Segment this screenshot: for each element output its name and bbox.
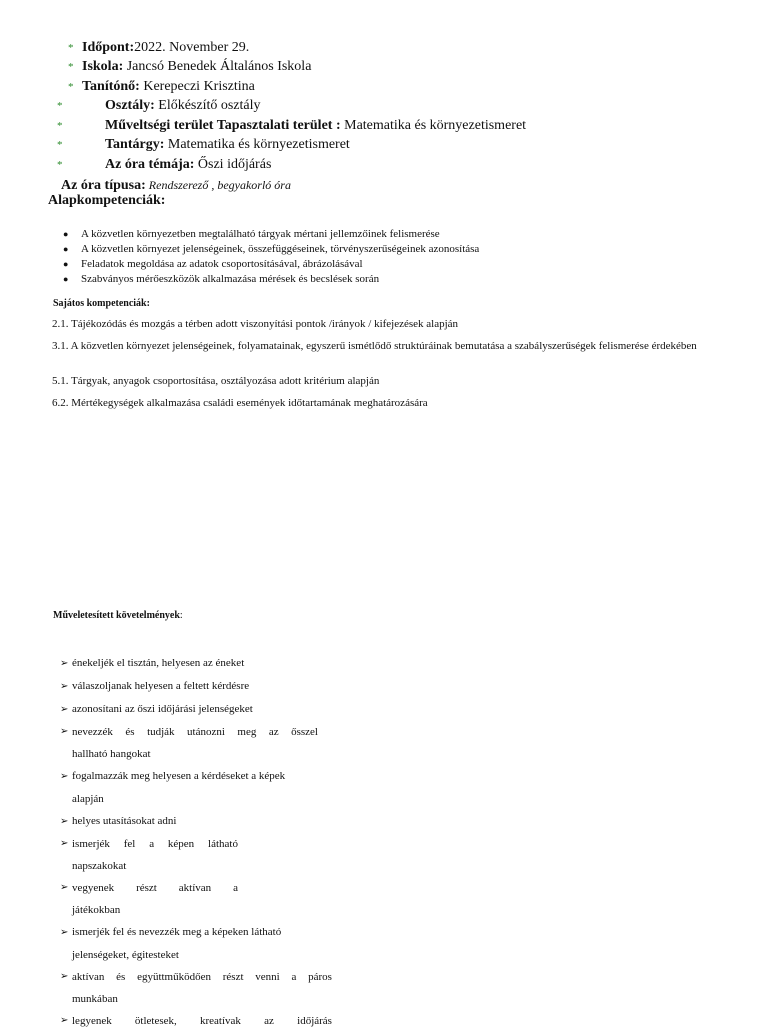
word: ötletesek, <box>134 1015 177 1027</box>
bullet-dot-icon: ● <box>63 259 69 269</box>
arrow-bullet-icon: ➢ <box>60 838 69 849</box>
word: kreatívak <box>200 1015 241 1027</box>
muvel-title-line <box>53 610 183 621</box>
tipus-label: Az óra típusa: <box>61 178 146 193</box>
arrow-bullet-icon: ➢ <box>60 681 69 692</box>
list-item <box>63 272 479 287</box>
star-bullet-icon: * <box>68 61 74 73</box>
word: a <box>233 882 238 894</box>
list-item <box>60 652 332 675</box>
muveltseg-label: Műveltségi terület Tapasztalati terület : <box>105 118 341 133</box>
arrow-bullet-icon: ➢ <box>60 816 69 827</box>
list-item <box>60 1010 332 1032</box>
word: fel <box>123 838 136 850</box>
word: időjárás <box>297 1015 332 1027</box>
word: ősszel <box>291 726 318 738</box>
star-bullet-icon: * <box>68 42 74 54</box>
header-line-osztaly <box>57 98 261 114</box>
star-bullet-icon: * <box>68 81 74 93</box>
word: vegyenek <box>72 882 115 894</box>
word: együttműködően <box>137 971 211 983</box>
arrow-bullet-icon: ➢ <box>60 658 69 669</box>
tantargy-value: Matematika és környezetismeret <box>164 137 350 152</box>
header-line-muveltseg <box>57 118 526 134</box>
list-item <box>60 966 332 988</box>
word: és <box>125 726 135 738</box>
arrow-bullet-icon: ➢ <box>60 882 69 893</box>
word: részt <box>222 971 244 983</box>
list-item-text <box>72 877 238 899</box>
word: legyenek <box>72 1015 112 1027</box>
alap-list <box>63 227 479 287</box>
arrow-bullet-icon: ➢ <box>60 927 69 938</box>
header-line-tipus <box>61 177 291 194</box>
word: aktívan <box>72 971 105 983</box>
word: utánozni <box>187 726 225 738</box>
word: részt <box>136 882 157 894</box>
tema-value: Őszi időjárás <box>194 157 272 172</box>
list-item <box>63 242 479 257</box>
list-item-continuation: alapján <box>72 793 104 805</box>
arrow-bullet-icon: ➢ <box>60 971 69 982</box>
header-line-iskola <box>68 59 311 75</box>
list-item-text: Feladatok megoldása az adatok csoportosításával, ábrázolásával <box>81 258 363 270</box>
list-item <box>60 877 332 899</box>
tema-label: Az óra témája: <box>105 157 195 172</box>
sajatos-p1: 2.1. Tájékozódás és mozgás a térben adott viszonyítási pontok /irányok / kifejezések alapján <box>52 318 459 330</box>
muvel-title: Műveletesített követelmények <box>53 610 180 621</box>
list-item-text: ismerjék fel és nevezzék meg a képeken látható <box>72 926 282 938</box>
list-item-text: azonosítani az őszi időjárási jelenségeket <box>72 703 253 715</box>
list-item <box>63 227 479 242</box>
muvel-colon: : <box>179 610 183 621</box>
list-item <box>60 765 332 788</box>
header-line-tema <box>57 157 271 173</box>
arrow-bullet-icon: ➢ <box>60 704 69 715</box>
list-item-text: Szabványos mérőeszközök alkalmazása mérések és becslések során <box>81 273 380 285</box>
word: az <box>268 726 279 738</box>
list-item-continuation: napszakokat <box>72 860 127 872</box>
word: tudják <box>147 726 175 738</box>
list-item-text <box>72 966 332 988</box>
list-item-text: helyes utasításokat adni <box>72 815 177 827</box>
muveltseg-value: Matematika és környezetismeret <box>340 118 527 133</box>
list-item-text <box>72 1010 332 1032</box>
idopont-label: Időpont: <box>82 40 135 55</box>
list-item-continuation: játékokban <box>72 904 121 916</box>
list-item <box>60 833 332 855</box>
word: páros <box>308 971 332 983</box>
idopont-value: 2022. November 29. <box>134 40 250 55</box>
iskola-value: Jancsó Benedek Általános Iskola <box>123 59 312 74</box>
list-item-text: válaszoljanak helyesen a feltett kérdésre <box>72 680 250 692</box>
list-item-continuation: hallható hangokat <box>72 748 151 760</box>
iskola-label: Iskola: <box>82 59 124 74</box>
star-bullet-icon: * <box>57 120 63 132</box>
tanito-label: Tanítónő: <box>82 79 140 94</box>
list-item <box>63 257 479 272</box>
list-item-text: A közvetlen környezet jelenségeinek, összefüggéseinek, törvényszerűségeinek azonosítása <box>81 243 480 255</box>
tipus-value: Rendszerező , begyakorló óra <box>145 178 291 192</box>
list-item <box>60 921 332 944</box>
header-line-idopont <box>68 40 249 56</box>
osztaly-label: Osztály: <box>105 98 155 113</box>
star-bullet-icon: * <box>57 100 63 112</box>
sajatos-p3: 5.1. Tárgyak, anyagok csoportosítása, osztályozása adott kritérium alapján <box>52 375 380 387</box>
tantargy-label: Tantárgy: <box>105 137 165 152</box>
list-item <box>60 675 332 698</box>
osztaly-value: Előkészítő osztály <box>154 98 261 113</box>
list-item-text: A közvetlen környezetben megtalálható tárgyak mértani jellemzőinek felismerése <box>81 228 440 240</box>
header-line-tantargy <box>57 137 350 153</box>
star-bullet-icon: * <box>57 139 63 151</box>
word: meg <box>237 726 257 738</box>
bullet-dot-icon: ● <box>63 244 69 254</box>
bullet-dot-icon: ● <box>63 229 69 239</box>
list-item-continuation: jelenségeket, égitesteket <box>72 949 179 961</box>
sajatos-title: Sajátos kompetenciák: <box>53 298 150 309</box>
arrow-bullet-icon: ➢ <box>60 726 69 737</box>
bullet-dot-icon: ● <box>63 274 69 284</box>
word: a <box>291 971 297 983</box>
list-item-text <box>72 833 238 855</box>
list-item-text: fogalmazzák meg helyesen a kérdéseket a képek <box>72 770 286 782</box>
word: a <box>149 838 155 850</box>
arrow-bullet-icon: ➢ <box>60 1015 69 1026</box>
list-item <box>60 698 332 721</box>
star-bullet-icon: * <box>57 159 63 171</box>
word: aktívan <box>178 882 212 894</box>
tanito-value: Kerepeczi Krisztina <box>139 79 255 94</box>
list-item <box>60 721 332 743</box>
word: ismerjék <box>72 838 110 850</box>
list-item <box>60 810 332 833</box>
word: az <box>264 1015 274 1027</box>
list-item-continuation: munkában <box>72 993 118 1005</box>
requirements-list <box>60 652 332 1032</box>
list-item-text: énekeljék el tisztán, helyesen az éneket <box>72 657 245 669</box>
list-item-text <box>72 721 318 743</box>
arrow-bullet-icon: ➢ <box>60 771 69 782</box>
word: és <box>116 971 126 983</box>
word: nevezzék <box>72 726 113 738</box>
header-line-tanito <box>68 79 255 95</box>
word: látható <box>208 838 238 850</box>
sajatos-p4: 6.2. Mértékegységek alkalmazása családi események időtartamának meghatározására <box>52 397 428 409</box>
sajatos-p2: 3.1. A közvetlen környezet jelenségeinek, folyamatainak, egyszerű ismétlődő struktúráinak bemutatása a szabályszerűségek felismerése érdekében <box>52 340 697 352</box>
word: képen <box>167 838 195 850</box>
alap-title: Alapkompetenciák: <box>48 193 166 208</box>
word: venni <box>255 971 280 983</box>
